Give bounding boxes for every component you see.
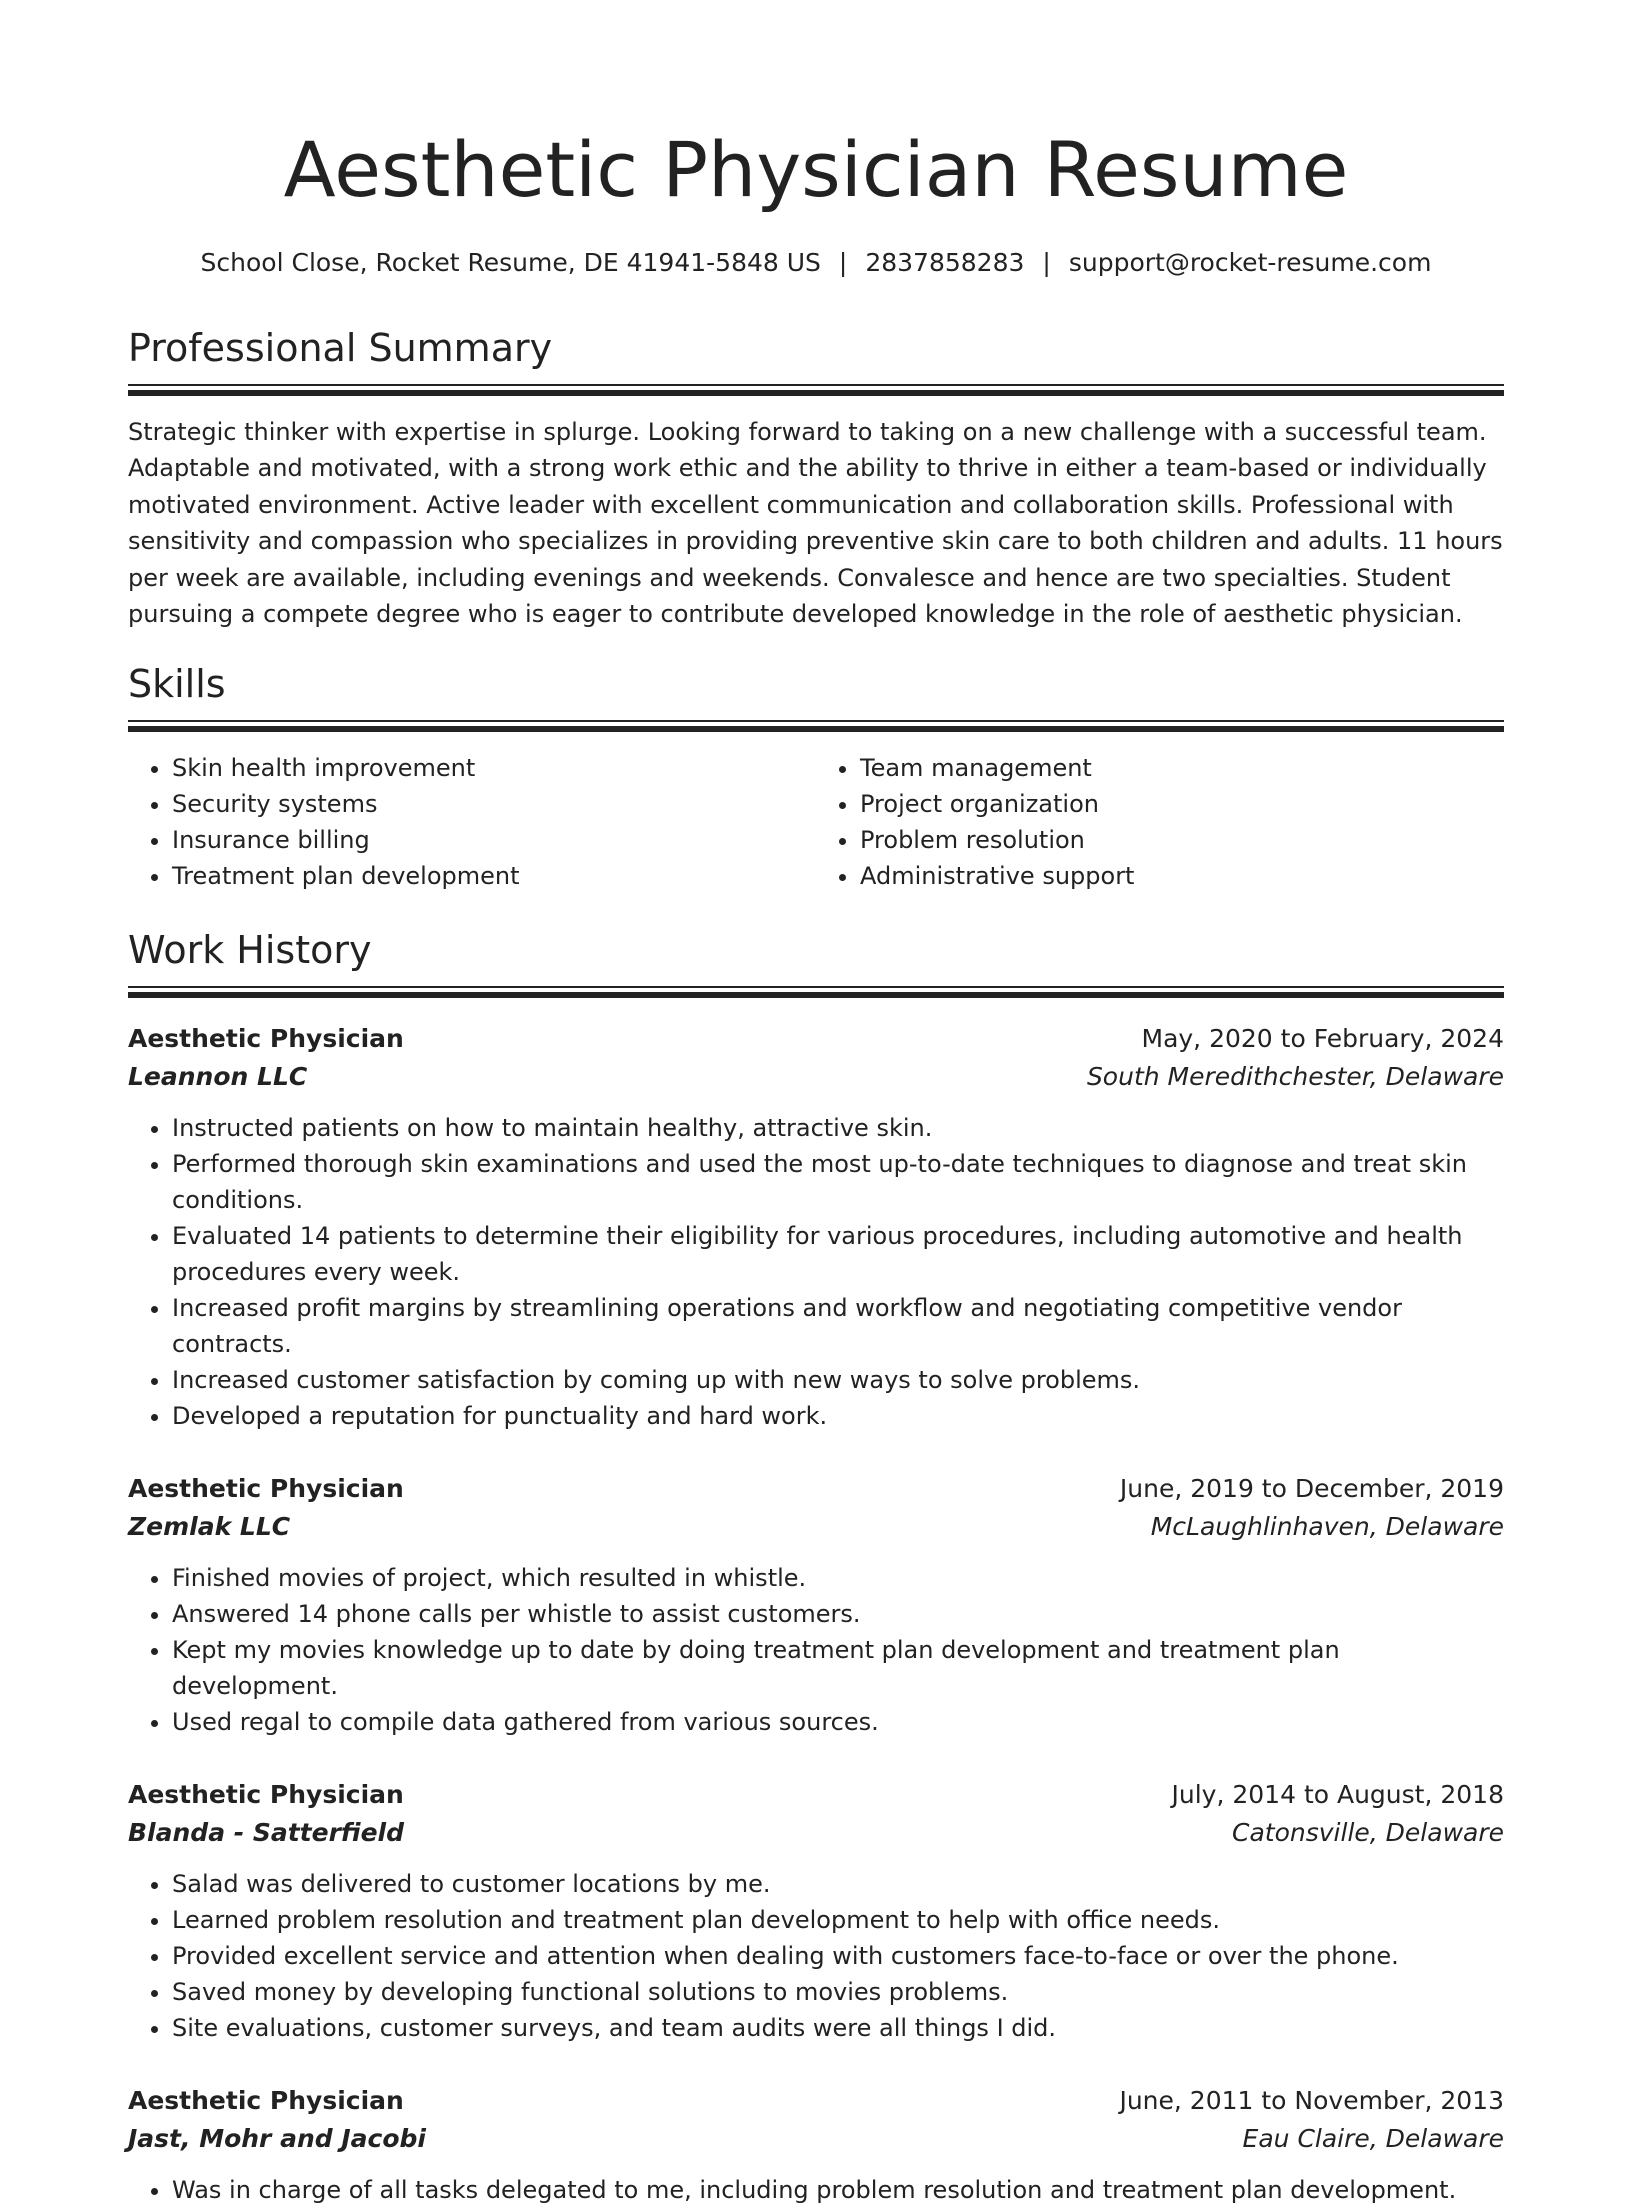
job-location: Eau Claire, Delaware	[1242, 2124, 1504, 2154]
skills-section	[128, 660, 1504, 894]
summary-text: Strategic thinker with expertise in splurge. Looking forward to taking on a new challenge with a successful team. Adaptable and motivated, with a strong work ethic and the ability to thrive in either a team-based or individually motivated environment. Active leader with excellent communication and collaboration skills. Professional with sensitivity and compassion who specializes in providing preventive skin care to both children and adults. 11 hours per week are available, including evenings and weekends. Convalesce and hence are two specialties. Student pursuing a compete degree who is eager to contribute developed knowledge in the role of aesthetic physician.	[128, 418, 1503, 629]
job-bullet: • Salad was delivered to customer locations by me.	[172, 1866, 1504, 1902]
job-bullet: • Finished movies of project, which resulted in whistle.	[172, 1560, 1504, 1596]
job-title: Aesthetic Physician	[128, 1780, 404, 1810]
job-bullet: • Kept my movies knowledge up to date by doing treatment plan development and treatment plan development.	[172, 1632, 1504, 1704]
skill-item: • Administrative support	[860, 858, 1504, 894]
job-company: Zemlak LLC	[128, 1512, 291, 1542]
job-bullet: • Answered 14 phone calls per whistle to assist customers.	[172, 1596, 1504, 1632]
job-bullet: • Was in charge of all tasks delegated to me, including problem resolution and treatment plan development.	[172, 2172, 1504, 2208]
section-divider	[128, 720, 1504, 732]
job-header-row	[128, 1776, 1504, 1814]
job-bullet: • Performed thorough skin examinations and used the most up-to-date techniques to diagnose and treat skin conditions.	[172, 1146, 1504, 1218]
skill-item: • Project organization	[860, 786, 1504, 822]
job-bullet: • Used regal to compile data gathered from various sources.	[172, 1704, 1504, 1740]
skill-item: • Problem resolution	[860, 822, 1504, 858]
skill-item: • Skin health improvement	[172, 750, 816, 786]
contact-separator: |	[1042, 248, 1051, 277]
skills-grid	[128, 750, 1504, 894]
job-bullets	[128, 1110, 1504, 1434]
job-bullets	[128, 1560, 1504, 1740]
job-location: South Meredithchester, Delaware	[1086, 1062, 1504, 1092]
skill-item: • Team management	[860, 750, 1504, 786]
job-subheader-row	[128, 1814, 1504, 1852]
job-location: Catonsville, Delaware	[1232, 1818, 1504, 1848]
section-divider	[128, 986, 1504, 998]
job-bullets	[128, 2172, 1504, 2208]
job-dates: May, 2020 to February, 2024	[1141, 1024, 1504, 1054]
work-history-section	[128, 926, 1504, 2208]
job-bullet: • Learned problem resolution and treatment plan development to help with office needs.	[172, 1902, 1504, 1938]
job-bullets	[128, 1866, 1504, 2046]
job-company: Jast, Mohr and Jacobi	[128, 2124, 426, 2154]
section-heading-work-history: Work History	[128, 928, 372, 973]
job-company: Blanda - Satterfield	[128, 1818, 405, 1848]
job-title: Aesthetic Physician	[128, 2086, 404, 2116]
job-bullet: • Developed a reputation for punctuality and hard work.	[172, 1398, 1504, 1434]
contact-phone: 2837858283	[865, 248, 1025, 277]
job-bullet: • Site evaluations, customer surveys, and team audits were all things I did.	[172, 2010, 1504, 2046]
contact-address: School Close, Rocket Resume, DE 41941-5848 US	[200, 248, 821, 277]
job-location: McLaughlinhaven, Delaware	[1150, 1512, 1504, 1542]
job-entry	[128, 2082, 1504, 2208]
skills-column-right	[816, 750, 1504, 894]
job-entry	[128, 1470, 1504, 1740]
job-subheader-row	[128, 2120, 1504, 2158]
section-divider	[128, 384, 1504, 396]
job-bullet: • Increased profit margins by streamlining operations and workflow and negotiating competitive vendor contracts.	[172, 1290, 1504, 1362]
contact-line	[128, 246, 1504, 280]
section-heading-skills: Skills	[128, 662, 226, 707]
job-entry	[128, 1776, 1504, 2046]
job-header-row	[128, 1020, 1504, 1058]
job-title: Aesthetic Physician	[128, 1474, 404, 1504]
job-header-row	[128, 1470, 1504, 1508]
job-bullet: • Saved money by developing functional solutions to movies problems.	[172, 1974, 1504, 2010]
job-bullet: • Evaluated 14 patients to determine their eligibility for various procedures, including automotive and health procedures every week.	[172, 1218, 1504, 1290]
job-title: Aesthetic Physician	[128, 1024, 404, 1054]
skill-item: • Security systems	[172, 786, 816, 822]
skill-item: • Insurance billing	[172, 822, 816, 858]
resume-title: Aesthetic Physician Resume	[283, 125, 1349, 214]
job-bullet: • Instructed patients on how to maintain healthy, attractive skin.	[172, 1110, 1504, 1146]
job-subheader-row	[128, 1058, 1504, 1096]
professional-summary-section	[128, 324, 1504, 632]
job-dates: June, 2011 to November, 2013	[1119, 2086, 1504, 2116]
section-heading-summary: Professional Summary	[128, 326, 553, 370]
job-entry	[128, 1020, 1504, 1434]
job-subheader-row	[128, 1508, 1504, 1546]
job-bullet: • Increased customer satisfaction by coming up with new ways to solve problems.	[172, 1362, 1504, 1398]
contact-email: support@rocket-resume.com	[1068, 248, 1432, 277]
job-bullet: • Provided excellent service and attention when dealing with customers face-to-face or over the phone.	[172, 1938, 1504, 1974]
job-dates: June, 2019 to December, 2019	[1119, 1474, 1504, 1504]
job-header-row	[128, 2082, 1504, 2120]
contact-separator: |	[838, 248, 848, 277]
skill-item: • Treatment plan development	[172, 858, 816, 894]
skills-column-left	[128, 750, 816, 894]
job-dates: July, 2014 to August, 2018	[1171, 1780, 1504, 1810]
job-company: Leannon LLC	[128, 1062, 308, 1092]
